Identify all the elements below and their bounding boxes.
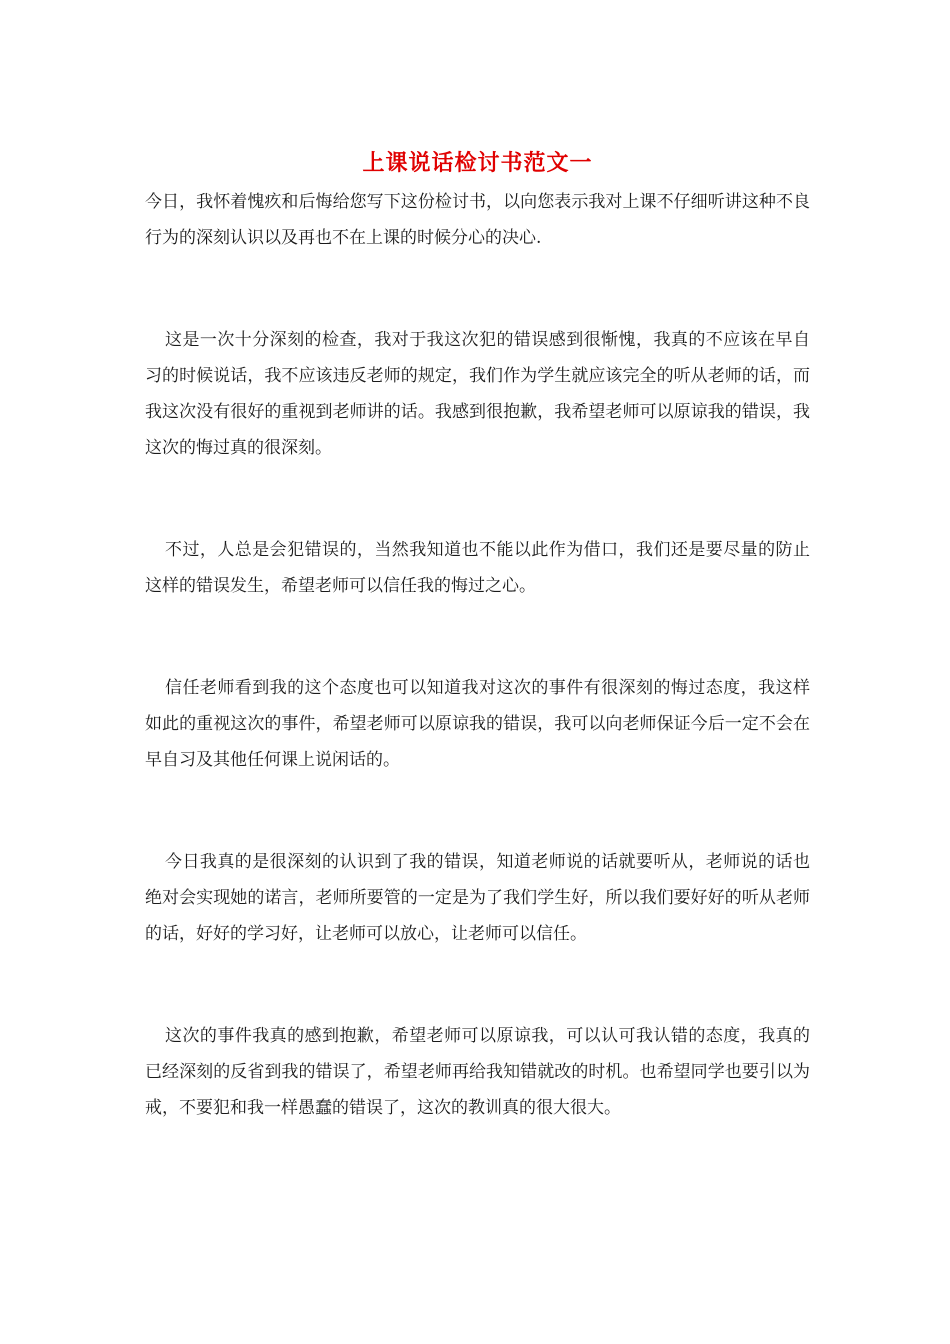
paragraph-3: 不过，人总是会犯错误的，当然我知道也不能以此作为借口，我们还是要尽量的防止这样的错误发生，希望老师可以信任我的悔过之心。 [145,540,810,596]
paragraph-6: 这次的事件我真的感到抱歉，希望老师可以原谅我，可以认可我认错的态度，我真的已经深刻的反省到我的错误了，希望老师再给我知错就改的时机。也希望同学也要引以为戒，不要犯和我一样愚蠢的错误了，这次的教训真的很大很大。 [145,1026,810,1118]
paragraph-gap [145,778,810,844]
paragraph-1: 今日，我怀着愧疚和后悔给您写下这份检讨书，以向您表示我对上课不仔细听讲这种不良行为的深刻认识以及再也不在上课的时候分心的决心. [145,192,810,248]
document-page [145,148,810,1126]
paragraph-gap [145,256,810,322]
paragraph-4: 信任老师看到我的这个态度也可以知道我对这次的事件有很深刻的悔过态度，我这样如此的重视这次的事件，希望老师可以原谅我的错误，我可以向老师保证今后一定不会在早自习及其他任何课上说闲话的。 [145,678,810,770]
paragraph-gap [145,466,810,532]
paragraph-5: 今日我真的是很深刻的认识到了我的错误，知道老师说的话就要听从，老师说的话也绝对会实现她的诺言，老师所要管的一定是为了我们学生好，所以我们要好好的听从老师的话，好好的学习好，让老师可以放心，让老师可以信任。 [145,852,810,944]
paragraph-2: 这是一次十分深刻的检查，我对于我这次犯的错误感到很惭愧，我真的不应该在早自习的时候说话，我不应该违反老师的规定，我们作为学生就应该完全的听从老师的话，而我这次没有很好的重视到老师讲的话。我感到很抱歉，我希望老师可以原谅我的错误，我这次的悔过真的很深刻。 [145,330,810,458]
document-title: 上课说话检讨书范文一 [362,150,593,176]
paragraph-gap [145,604,810,670]
paragraph-gap [145,952,810,1018]
